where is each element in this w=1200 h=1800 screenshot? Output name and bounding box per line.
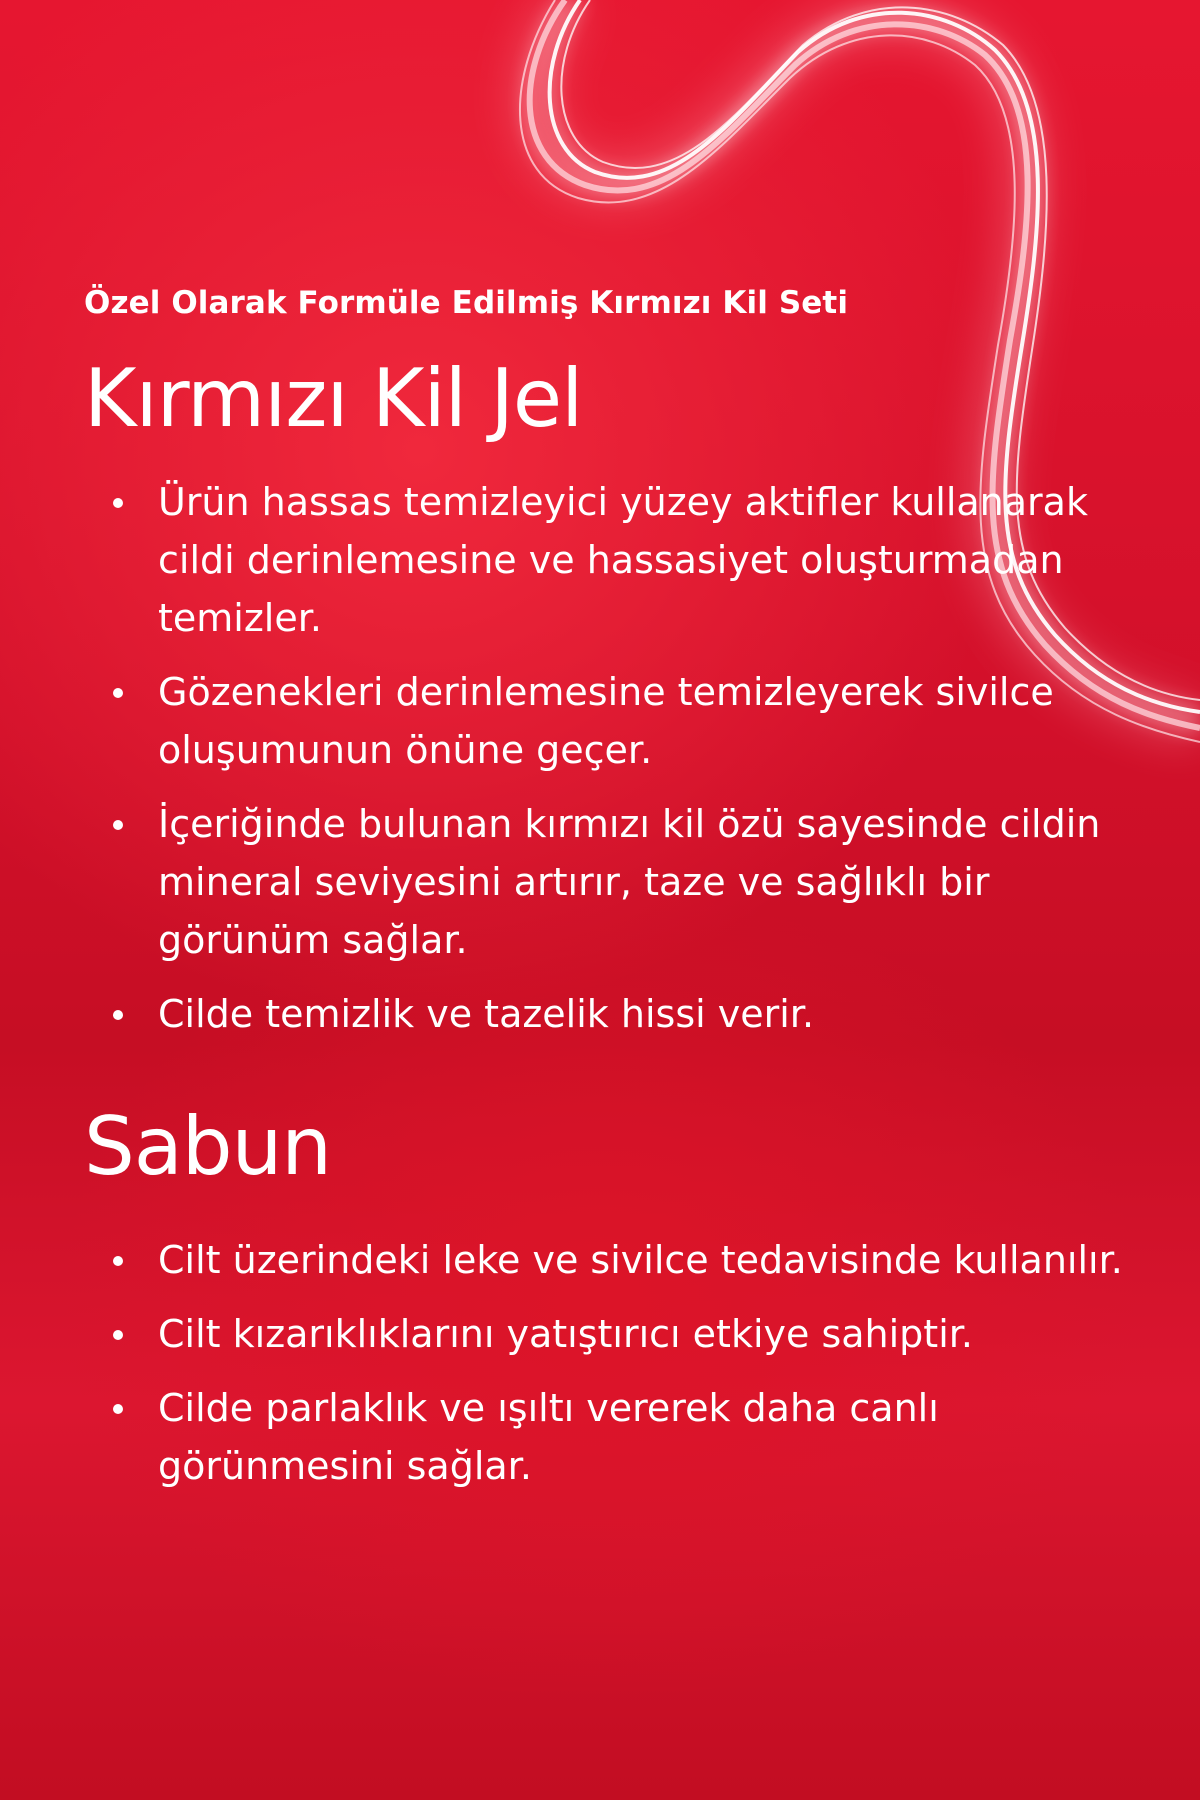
bullet-icon [113, 1330, 123, 1340]
list-item-text: Cilde parlaklık ve ışıltı vererek daha canlı görünmesini sağlar. [158, 1386, 939, 1488]
bullet-icon [113, 820, 123, 830]
bullet-icon [113, 688, 123, 698]
list-item [84, 1231, 1138, 1289]
bullet-icon [113, 1404, 123, 1414]
list-item-text: Cilde temizlik ve tazelik hissi verir. [158, 992, 815, 1036]
list-item-text: Ürün hassas temizleyici yüzey aktifler kullanarak cildi derinlemesine ve hassasiyet oluşturmadan temizler. [158, 480, 1088, 640]
list-item [84, 985, 1138, 1043]
page-subtitle: Özel Olarak Formüle Edilmiş Kırmızı Kil Seti [84, 285, 849, 321]
list-item-text: İçeriğinde bulunan kırmızı kil özü sayesinde cildin mineral seviyesini artırır, taze ve sağlıklı bir görünüm sağlar. [158, 802, 1101, 962]
bullet-icon [113, 1010, 123, 1020]
list-item [84, 663, 1138, 779]
section-title-gel: Kırmızı Kil Jel [84, 352, 583, 445]
bullet-icon [113, 1256, 123, 1266]
bullet-icon [113, 498, 123, 508]
gel-benefits-list [84, 473, 1134, 1043]
main-content [84, 285, 1134, 1511]
list-item [84, 1305, 1138, 1363]
list-item [84, 473, 1138, 647]
list-item-text: Gözenekleri derinlemesine temizleyerek sivilce oluşumunun önüne geçer. [158, 670, 1054, 772]
soap-benefits-list [84, 1231, 1134, 1495]
section-title-soap: Sabun [84, 1100, 331, 1193]
list-item-text: Cilt üzerindeki leke ve sivilce tedavisinde kullanılır. [158, 1238, 1123, 1282]
list-item [84, 795, 1138, 969]
list-item-text: Cilt kızarıklıklarını yatıştırıcı etkiye sahiptir. [158, 1312, 973, 1356]
list-item [84, 1379, 1138, 1495]
